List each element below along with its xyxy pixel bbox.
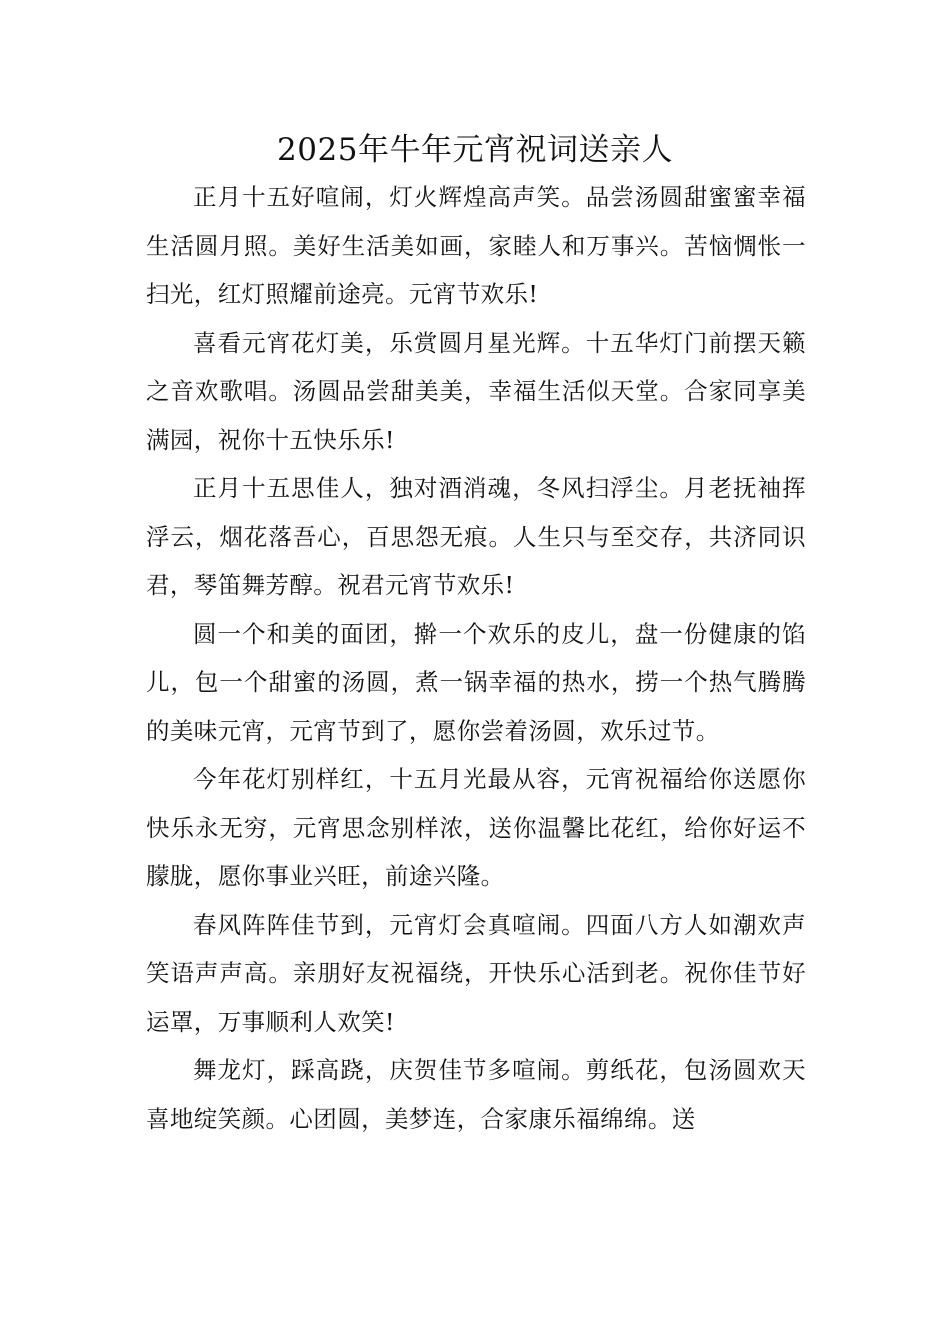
document-title: 2025年牛年元宵祝词送亲人	[277, 132, 673, 168]
paragraph-1: 正月十五好喧闹，灯火辉煌高声笑。品尝汤圆甜蜜蜜幸福生活圆月照。美好生活美如画，家睦人和万事兴。苦恼惆怅一扫光，红灯照耀前途亮。元宵节欢乐!	[146, 183, 806, 308]
paragraph-2: 喜看元宵花灯美，乐赏圆月星光辉。十五华灯门前摆天籁之音欢歌唱。汤圆品尝甜美美，幸福生活似天堂。合家同享美满园，祝你十五快乐乐!	[146, 328, 806, 454]
paragraph-3: 正月十五思佳人，独对酒消魂，冬风扫浮尘。月老抚袖挥浮云，烟花落吾心，百思怨无痕。人生只与至交存，共济同识君，琴笛舞芳醇。祝君元宵节欢乐!	[146, 474, 806, 599]
paragraph-5: 今年花灯别样红，十五月光最从容，元宵祝福给你送愿你快乐永无穷，元宵思念别样浓，送你温馨比花红，给你好运不朦胧，愿你事业兴旺，前途兴隆。	[146, 765, 806, 890]
document-body	[146, 173, 806, 1143]
paragraph-6: 春风阵阵佳节到，元宵灯会真喧闹。四面八方人如潮欢声笑语声声高。亲朋好友祝福绕，开快乐心活到老。祝你佳节好运罩，万事顺利人欢笑!	[146, 910, 806, 1036]
paragraph-4: 圆一个和美的面团，擀一个欢乐的皮儿，盘一份健康的馅儿，包一个甜蜜的汤圆，煮一锅幸福的热水，捞一个热气腾腾的美味元宵，元宵节到了，愿你尝着汤圆，欢乐过节。	[146, 619, 806, 745]
paragraph-7: 舞龙灯，踩高跷，庆贺佳节多喧闹。剪纸花，包汤圆欢天喜地绽笑颜。心团圆，美梦连，合家康乐福绵绵。送	[146, 1056, 806, 1133]
